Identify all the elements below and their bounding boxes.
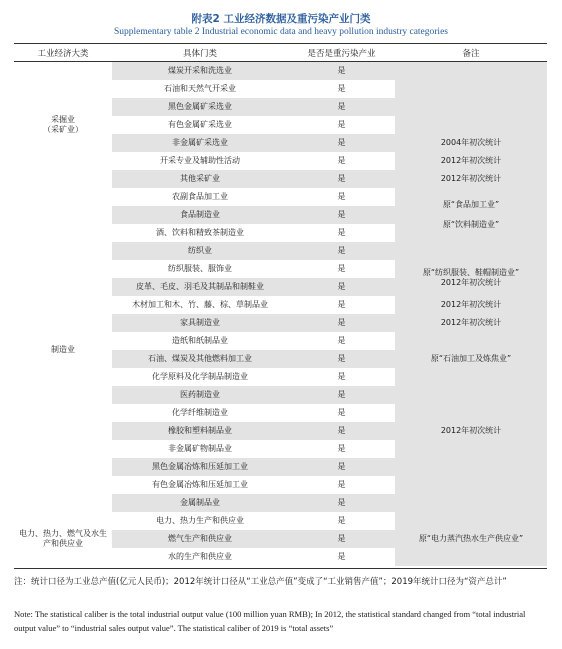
heavy-pollution-cell: 是 bbox=[288, 314, 395, 332]
specific-category-cell: 金属制品业 bbox=[112, 494, 288, 512]
specific-category-cell: 石油和天然气开采业 bbox=[112, 80, 288, 98]
specific-category-cell: 橡胶和塑料制品业 bbox=[112, 422, 288, 440]
heavy-pollution-cell: 是 bbox=[288, 494, 395, 512]
heavy-pollution-cell: 是 bbox=[288, 422, 395, 440]
specific-category-cell: 燃气生产和供应业 bbox=[112, 530, 288, 548]
heavy-pollution-cell: 是 bbox=[288, 368, 395, 386]
heavy-pollution-cell: 是 bbox=[288, 80, 395, 98]
remarks-cell: 2012年初次统计 bbox=[395, 314, 547, 332]
table-row bbox=[14, 62, 547, 81]
remarks-cell: 2012年初次统计 bbox=[395, 152, 547, 170]
heavy-pollution-cell: 是 bbox=[288, 476, 395, 494]
heavy-pollution-cell: 是 bbox=[288, 548, 395, 566]
remarks-cell: 2012年初次统计 bbox=[395, 170, 547, 188]
heavy-pollution-cell: 是 bbox=[288, 404, 395, 422]
specific-category-cell: 有色金属矿采选业 bbox=[112, 116, 288, 134]
header-economic-category: 工业经济大类 bbox=[14, 44, 112, 62]
economic-category-cell: 制造业 bbox=[14, 188, 112, 512]
specific-category-cell: 造纸和纸制品业 bbox=[112, 332, 288, 350]
remarks-cell bbox=[395, 386, 547, 422]
remarks-cell bbox=[395, 440, 547, 512]
remarks-cell bbox=[395, 62, 547, 135]
heavy-pollution-cell: 是 bbox=[288, 278, 395, 296]
specific-category-cell: 酒、饮料和精致茶制造业 bbox=[112, 224, 288, 242]
specific-category-cell: 家具制造业 bbox=[112, 314, 288, 332]
footnote-cn: 注：统计口径为工业总产值(亿元人民币)；2012年统计口径从“工业总产值”变成了“工业销售产值”；2019年统计口径为“资产总计” bbox=[14, 577, 507, 587]
economic-category-cell: 采掘业 （采矿业） bbox=[14, 62, 112, 189]
header-row bbox=[14, 44, 547, 62]
header-specific-category: 具体门类 bbox=[112, 44, 288, 62]
table-row bbox=[14, 188, 547, 206]
remarks-cell: 原“食品加工业” 原“饮料制造业” bbox=[395, 188, 547, 242]
heavy-pollution-cell: 是 bbox=[288, 512, 395, 530]
header-remarks: 备注 bbox=[395, 44, 547, 62]
heavy-pollution-cell: 是 bbox=[288, 170, 395, 188]
heavy-pollution-cell: 是 bbox=[288, 188, 395, 206]
table-body bbox=[14, 62, 547, 567]
specific-category-cell: 有色金属冶炼和压延加工业 bbox=[112, 476, 288, 494]
remarks-cell: 原“纺织服装、鞋帽制造业” 2012年初次统计 bbox=[395, 260, 547, 296]
specific-category-cell: 农副食品加工业 bbox=[112, 188, 288, 206]
specific-category-cell: 其他采矿业 bbox=[112, 170, 288, 188]
specific-category-cell: 电力、热力生产和供应业 bbox=[112, 512, 288, 530]
specific-category-cell: 化学原料及化学制品制造业 bbox=[112, 368, 288, 386]
heavy-pollution-cell: 是 bbox=[288, 224, 395, 242]
heavy-pollution-cell: 是 bbox=[288, 260, 395, 278]
heavy-pollution-cell: 是 bbox=[288, 116, 395, 134]
specific-category-cell: 煤炭开采和洗选业 bbox=[112, 62, 288, 81]
heavy-pollution-cell: 是 bbox=[288, 332, 395, 350]
heavy-pollution-cell: 是 bbox=[288, 98, 395, 116]
specific-category-cell: 医药制造业 bbox=[112, 386, 288, 404]
specific-category-cell: 化学纤维制造业 bbox=[112, 404, 288, 422]
remarks-cell bbox=[395, 242, 547, 260]
heavy-pollution-cell: 是 bbox=[288, 386, 395, 404]
heavy-pollution-cell: 是 bbox=[288, 458, 395, 476]
remarks-cell: 原“电力蒸汽热水生产供应业” bbox=[395, 512, 547, 566]
industry-table bbox=[14, 44, 547, 566]
heavy-pollution-cell: 是 bbox=[288, 134, 395, 152]
specific-category-cell: 纺织业 bbox=[112, 242, 288, 260]
remarks-cell: 2004年初次统计 bbox=[395, 134, 547, 152]
specific-category-cell: 水的生产和供应业 bbox=[112, 548, 288, 566]
table-title-en: Supplementary table 2 Industrial economic data and heavy pollution industry categories bbox=[114, 27, 448, 37]
heavy-pollution-cell: 是 bbox=[288, 296, 395, 314]
header-heavy-pollution: 是否是重污染产业 bbox=[288, 44, 395, 62]
specific-category-cell: 黑色金属矿采选业 bbox=[112, 98, 288, 116]
table-title-cn: 附表2 工业经济数据及重污染产业门类 bbox=[191, 13, 371, 25]
economic-category-cell: 电力、热力、燃气及水生 产和供应业 bbox=[14, 512, 112, 566]
table-row bbox=[14, 512, 547, 530]
specific-category-cell: 纺织服装、服饰业 bbox=[112, 260, 288, 278]
specific-category-cell: 石油、煤炭及其他燃料加工业 bbox=[112, 350, 288, 368]
heavy-pollution-cell: 是 bbox=[288, 206, 395, 224]
footnote-en: Note: The statistical caliber is the total industrial output value (100 million yuan RMB); In 2012, the statistical standard changed from “total industrial output value” to “industrial sales output value”. The statistical caliber of 2019 is “total assets” bbox=[14, 609, 526, 633]
remarks-cell: 2012年初次统计 bbox=[395, 422, 547, 440]
specific-category-cell: 非金属矿采选业 bbox=[112, 134, 288, 152]
heavy-pollution-cell: 是 bbox=[288, 242, 395, 260]
heavy-pollution-cell: 是 bbox=[288, 152, 395, 170]
heavy-pollution-cell: 是 bbox=[288, 440, 395, 458]
remarks-cell: 原“石油加工及炼焦业” bbox=[395, 332, 547, 386]
specific-category-cell: 黑色金属冶炼和压延加工业 bbox=[112, 458, 288, 476]
heavy-pollution-cell: 是 bbox=[288, 350, 395, 368]
specific-category-cell: 非金属矿物制品业 bbox=[112, 440, 288, 458]
heavy-pollution-cell: 是 bbox=[288, 62, 395, 81]
bottom-rule bbox=[14, 568, 547, 569]
specific-category-cell: 皮革、毛皮、羽毛及其制品和制鞋业 bbox=[112, 278, 288, 296]
remarks-cell: 2012年初次统计 bbox=[395, 296, 547, 314]
specific-category-cell: 食品制造业 bbox=[112, 206, 288, 224]
specific-category-cell: 木材加工和木、竹、藤、棕、草制品业 bbox=[112, 296, 288, 314]
heavy-pollution-cell: 是 bbox=[288, 530, 395, 548]
specific-category-cell: 开采专业及辅助性活动 bbox=[112, 152, 288, 170]
